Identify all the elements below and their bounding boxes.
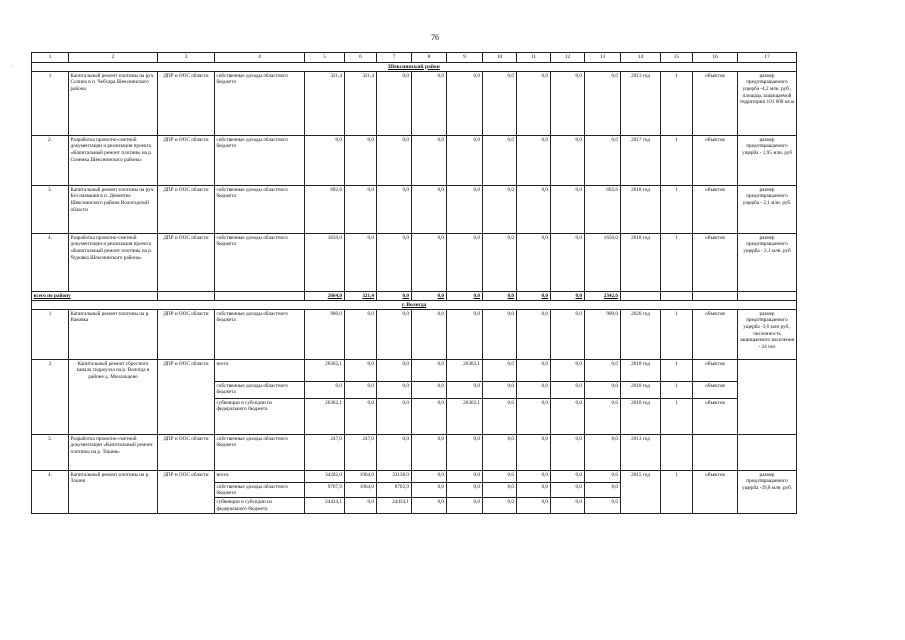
value-cell: 692,6 [305, 186, 345, 234]
value-cell: 0,0 [517, 136, 551, 186]
funding-source: собственные доходы областного бюджета [215, 382, 305, 399]
table-row [32, 136, 797, 186]
value-cell: 0,0 [483, 382, 517, 399]
value-cell: 0,0 [517, 382, 551, 399]
funding-source: собственные доходы областного бюджета [215, 234, 305, 292]
value-cell: 0,0 [585, 498, 621, 513]
funding-source: субвенции и субсидии из федерального бюджета [215, 498, 305, 513]
district-title: Шекснинский район [32, 63, 797, 72]
value-cell: 1064,0 [345, 471, 377, 483]
value-cell: 0,0 [345, 186, 377, 234]
value-cell: 1650,0 [585, 234, 621, 292]
value-cell: 0,0 [551, 310, 585, 360]
year-cell: 2013 год [621, 72, 661, 136]
value-cell: 0,0 [412, 360, 447, 382]
empty-cell [215, 292, 305, 301]
value-cell: 0,0 [447, 72, 483, 136]
col-header: 9 [447, 53, 483, 63]
value-cell: 0,0 [483, 399, 517, 435]
funding-source: субвенции и субсидии из федерального бюджета [215, 399, 305, 435]
value-cell: 0,0 [551, 435, 585, 471]
value-cell: 0,0 [551, 186, 585, 234]
qty-cell: 1 [661, 186, 693, 234]
total-cell: 0,0 [483, 292, 517, 301]
value-cell: 0,0 [585, 399, 621, 435]
total-cell: 0,0 [447, 292, 483, 301]
col-header: 7 [377, 53, 412, 63]
value-cell: 8703,9 [377, 483, 412, 498]
measure-name: Разработка проектно-сметной документации и реализация проекта «Капитальный ремонт плотины на р. Сиземка Шекснинского района» [69, 136, 158, 186]
row-number: 4. [32, 234, 69, 292]
responsible: ДПР и ООС области [158, 136, 215, 186]
value-cell: 0,0 [412, 186, 447, 234]
empty-cell [738, 292, 797, 301]
result-cell: размер предотвращаемого ущерба -39,8 млн. руб. [738, 471, 797, 514]
value-cell: 0,0 [551, 360, 585, 382]
value-cell: 0,0 [345, 360, 377, 382]
year-cell: 2018 год [621, 234, 661, 292]
value-cell: 0,0 [377, 310, 412, 360]
value-cell: 0,0 [585, 471, 621, 483]
col-header: 6 [345, 53, 377, 63]
value-cell: 0,0 [551, 498, 585, 513]
value-cell: 0,0 [585, 72, 621, 136]
total-cell: 0,0 [377, 292, 412, 301]
funding-source: всего: [215, 360, 305, 382]
col-header: 1 [32, 53, 69, 63]
qty-cell: 1 [661, 399, 693, 435]
row-number: 2. [32, 136, 69, 186]
total-label: всего по району [32, 292, 158, 301]
value-cell: 26362,1 [447, 399, 483, 435]
value-cell: 0,0 [345, 310, 377, 360]
year-cell: 2018 год [621, 399, 661, 435]
value-cell: 0,0 [412, 136, 447, 186]
value-cell: 0,0 [517, 498, 551, 513]
measure-name: Капитальный ремонт плотины на руч. Солина в п. Чебсара Шекснинского района [69, 72, 158, 136]
funding-source: собственные доходы областного бюджета [215, 186, 305, 234]
unit-cell: объектов [693, 186, 738, 234]
funding-source: собственные доходы областного бюджета [215, 483, 305, 498]
row-number: 4. [32, 471, 69, 514]
row-number: 1 [32, 72, 69, 136]
result-cell: размер предотвращаемого ущерба - 2,1 млн. руб. [738, 186, 797, 234]
table-row [32, 435, 797, 471]
value-cell: 0,0 [551, 382, 585, 399]
col-header: 17 [738, 53, 797, 63]
value-cell: 0,0 [412, 382, 447, 399]
year-cell: 2015 год [621, 471, 661, 514]
total-cell: 2342,6 [585, 292, 621, 301]
value-cell: 0,0 [447, 136, 483, 186]
row-number: 2 [32, 360, 69, 435]
value-cell: 0,0 [377, 399, 412, 435]
value-cell: 0,0 [345, 399, 377, 435]
year-cell: 2020 год [621, 310, 661, 360]
district-row [32, 63, 797, 72]
measure-name: Капитальный ремонт плотины на р. Ваковка [69, 310, 158, 360]
qty-cell [661, 435, 693, 471]
row-number: 3. [32, 435, 69, 471]
value-cell: 0,0 [585, 483, 621, 498]
value-cell: 0,0 [447, 310, 483, 360]
total-cell: 0,0 [517, 292, 551, 301]
value-cell: 0,0 [551, 471, 585, 483]
table-row [32, 360, 797, 382]
value-cell: 0,0 [483, 234, 517, 292]
value-cell: 1064,0 [345, 483, 377, 498]
measure-name: Капитальный ремонт плотины на р. Тошня [69, 471, 158, 514]
funding-source: всего: [215, 471, 305, 483]
column-number-row [32, 53, 797, 63]
empty-cell [661, 292, 693, 301]
value-cell: 0,0 [585, 360, 621, 382]
value-cell: 34202,0 [305, 471, 345, 483]
value-cell: 26362,1 [305, 360, 345, 382]
value-cell: 0,0 [345, 136, 377, 186]
value-cell: 0,0 [585, 136, 621, 186]
value-cell: 0,0 [517, 471, 551, 483]
col-header: 11 [517, 53, 551, 63]
row-number: 3. [32, 186, 69, 234]
qty-cell: 1 [661, 72, 693, 136]
value-cell: 0,0 [483, 498, 517, 513]
responsible: ДПР и ООС области [158, 310, 215, 360]
value-cell: 0,0 [377, 186, 412, 234]
row-number: 1 [32, 310, 69, 360]
table-row [32, 72, 797, 136]
year-cell: 2018 год [621, 382, 661, 399]
result-cell: размер предотвращаемого ущерба - 1,95 млн. руб [738, 136, 797, 186]
value-cell: 33138,0 [377, 471, 412, 483]
value-cell: 0,0 [305, 382, 345, 399]
total-cell: 0,0 [551, 292, 585, 301]
value-cell: 0,0 [551, 483, 585, 498]
result-cell [738, 435, 797, 471]
program-table [31, 52, 797, 514]
empty-cell [158, 292, 215, 301]
margin-mark: · [11, 64, 13, 70]
unit-cell: объектов [693, 234, 738, 292]
col-header: 3 [158, 53, 215, 63]
value-cell: 0,0 [585, 435, 621, 471]
value-cell: 0,0 [412, 310, 447, 360]
responsible: ДПР и ООС области [158, 360, 215, 435]
value-cell: 0,0 [483, 310, 517, 360]
value-cell: 0,0 [447, 471, 483, 483]
value-cell: 24434,1 [305, 498, 345, 513]
col-header: 10 [483, 53, 517, 63]
table-row [32, 186, 797, 234]
value-cell: 0,0 [551, 72, 585, 136]
value-cell: 0,0 [551, 136, 585, 186]
total-cell: 2664,0 [305, 292, 345, 301]
value-cell: 0,0 [412, 234, 447, 292]
value-cell: 0,0 [345, 382, 377, 399]
value-cell: 247,0 [305, 435, 345, 471]
district-row [32, 301, 797, 310]
qty-cell: 1 [661, 136, 693, 186]
responsible: ДПР и ООС области [158, 234, 215, 292]
value-cell: 0,0 [483, 483, 517, 498]
value-cell: 1650,0 [305, 234, 345, 292]
value-cell: 0,0 [412, 72, 447, 136]
funding-source: собственные доходы областного бюджета [215, 310, 305, 360]
value-cell: 0,0 [483, 72, 517, 136]
empty-cell [621, 292, 661, 301]
unit-cell: объектов [693, 471, 738, 514]
col-header: 12 [551, 53, 585, 63]
result-cell [738, 360, 797, 435]
value-cell: 9767,9 [305, 483, 345, 498]
value-cell: 0,0 [377, 435, 412, 471]
value-cell: 0,0 [447, 435, 483, 471]
year-cell: 2013 год [621, 435, 661, 471]
value-cell: 0,0 [377, 382, 412, 399]
table-row [32, 234, 797, 292]
value-cell: 0,0 [412, 483, 447, 498]
col-header: 5 [305, 53, 345, 63]
measure-name: Разработка проектно-сметной документации «Капитальный ремонт плотины на р. Тошня» [69, 435, 158, 471]
value-cell: 0,0 [305, 136, 345, 186]
value-cell: 0,0 [447, 498, 483, 513]
total-cell: 321,4 [345, 292, 377, 301]
col-header: 15 [661, 53, 693, 63]
responsible: ДПР и ООС области [158, 471, 215, 514]
responsible: ДПР и ООС области [158, 72, 215, 136]
value-cell: 0,0 [483, 360, 517, 382]
responsible: ДПР и ООС области [158, 435, 215, 471]
col-header: 14 [621, 53, 661, 63]
value-cell: 0,0 [483, 136, 517, 186]
unit-cell: объектов [693, 136, 738, 186]
qty-cell: 1 [661, 234, 693, 292]
unit-cell [693, 435, 738, 471]
value-cell: 0,0 [377, 360, 412, 382]
unit-cell: объектов [693, 382, 738, 399]
value-cell: 0,0 [551, 234, 585, 292]
value-cell: 0,0 [517, 399, 551, 435]
value-cell: 321,4 [345, 72, 377, 136]
qty-cell: 1 [661, 310, 693, 360]
value-cell: 0,0 [412, 435, 447, 471]
value-cell: 0,0 [377, 136, 412, 186]
value-cell: 247,0 [345, 435, 377, 471]
value-cell: 0,0 [551, 399, 585, 435]
value-cell: 0,0 [377, 234, 412, 292]
measure-name: Капитальный ремонт плотины на руч. Без названия в п. Дементко Шекснинского района Вологодской области [69, 186, 158, 234]
value-cell: 0,0 [517, 483, 551, 498]
value-cell: 0,0 [447, 382, 483, 399]
value-cell: 0,0 [517, 234, 551, 292]
result-cell: размер предотвращаемого ущерба - 2,1 млн. руб [738, 234, 797, 292]
funding-source: собственные доходы областного бюджета [215, 136, 305, 186]
value-cell: 900,0 [585, 310, 621, 360]
value-cell: 26362,1 [447, 360, 483, 382]
value-cell: 0,0 [517, 360, 551, 382]
unit-cell: объектов [693, 72, 738, 136]
value-cell: 0,0 [483, 186, 517, 234]
value-cell: 0,0 [345, 498, 377, 513]
qty-cell: 1 [661, 382, 693, 399]
value-cell: 0,0 [517, 310, 551, 360]
value-cell: 0,0 [447, 186, 483, 234]
value-cell: 0,0 [412, 471, 447, 483]
value-cell: 0,0 [517, 435, 551, 471]
col-header: 13 [585, 53, 621, 63]
value-cell: 0,0 [345, 234, 377, 292]
value-cell: 0,0 [412, 399, 447, 435]
responsible: ДПР и ООС области [158, 186, 215, 234]
district-total-row [32, 292, 797, 301]
qty-cell: 1 [661, 360, 693, 382]
value-cell: 0,0 [447, 234, 483, 292]
value-cell: 0,0 [483, 435, 517, 471]
total-cell: 0,0 [412, 292, 447, 301]
table-row [32, 471, 797, 483]
value-cell: 0,0 [517, 186, 551, 234]
col-header: 4 [215, 53, 305, 63]
value-cell: 0,0 [412, 498, 447, 513]
col-header: 16 [693, 53, 738, 63]
unit-cell: объектов [693, 360, 738, 382]
value-cell: 0,0 [483, 471, 517, 483]
col-header: 8 [412, 53, 447, 63]
value-cell: 0,0 [585, 382, 621, 399]
unit-cell: объектов [693, 399, 738, 435]
value-cell: 900,0 [305, 310, 345, 360]
value-cell: 24434,1 [377, 498, 412, 513]
funding-source: собственные доходы областного бюджета [215, 435, 305, 471]
value-cell: 692,6 [585, 186, 621, 234]
year-cell: 2017 год [621, 136, 661, 186]
unit-cell: объектов [693, 310, 738, 360]
value-cell: 26362,1 [305, 399, 345, 435]
year-cell: 2018 год [621, 186, 661, 234]
value-cell: 0,0 [377, 72, 412, 136]
measure-name: Капитальный ремонт сбросного канала гидроузла на р. Вологда в районе д. Михальцево [69, 360, 158, 435]
col-header: 2 [69, 53, 158, 63]
value-cell: 0,0 [447, 483, 483, 498]
funding-source: собственные доходы областного бюджета [215, 72, 305, 136]
year-cell: 2018 год [621, 360, 661, 382]
page-number: 76 [431, 33, 439, 42]
result-cell: размер предотвращаемого ущерба -3,6 млн руб., численность защищаемого населения - 24 чел [738, 310, 797, 360]
qty-cell: 1 [661, 471, 693, 514]
result-cell: размер предотвращаемого ущерба -4,2 млн. руб., площадь защищаемой территории 101 600 кв.м [738, 72, 797, 136]
district-title: г. Вологда [32, 301, 797, 310]
measure-name: Разработка проектно-сметной документации и реализация проекта «Капитальный ремонт плотины на р. Чуровка Шекснинского района» [69, 234, 158, 292]
value-cell: 321,4 [305, 72, 345, 136]
empty-cell [693, 292, 738, 301]
value-cell: 0,0 [517, 72, 551, 136]
table-row [32, 310, 797, 360]
